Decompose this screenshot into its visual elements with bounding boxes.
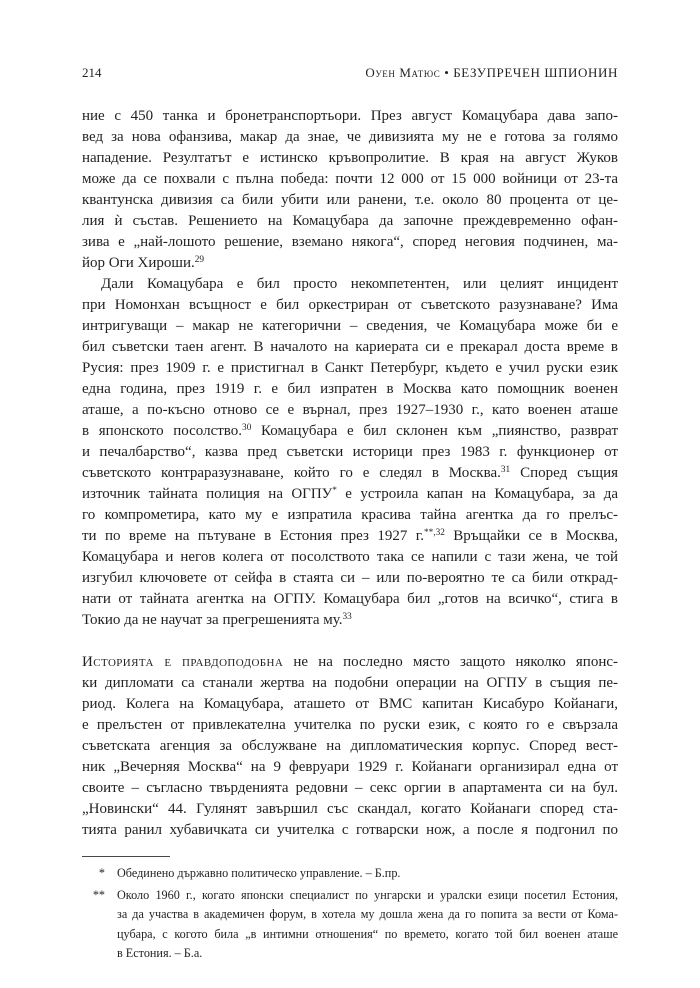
line-text: при Номонхан всъщност е бил оркестриран от съветското разузнаване? Има bbox=[82, 297, 618, 313]
page-number: 214 bbox=[82, 65, 102, 80]
footnote-line: цубара, с когото била „в интимни отношения“ по времето, когато той бил военен аташе bbox=[117, 926, 618, 941]
line-text: не на последно място защото няколко японс- bbox=[283, 654, 619, 670]
text-line bbox=[82, 505, 618, 526]
text-line bbox=[82, 211, 618, 232]
footnote bbox=[82, 864, 618, 884]
line-text: йор Оги Хироши. bbox=[82, 255, 195, 271]
text-line bbox=[82, 106, 618, 127]
section-lead-in: Историята е правдоподобна bbox=[82, 654, 284, 670]
line-text: тията ранил хубавичката си учителка с готварски нож, а после я подгонил по bbox=[82, 822, 618, 838]
line-text: една година, през 1919 г. е бил изпратен в Москва като помощник военен bbox=[82, 381, 618, 397]
text-line bbox=[82, 421, 618, 442]
text-line bbox=[82, 232, 618, 253]
line-text: интригуващи – макар не категорични – сведения, че Комацубара може би е bbox=[82, 318, 618, 334]
line-text: може да се похвали с пълна победа: почти 12 000 от 15 000 войници от 23-та bbox=[82, 171, 618, 187]
text-line bbox=[82, 190, 618, 211]
text-line bbox=[82, 568, 618, 589]
text-line bbox=[82, 295, 618, 316]
line-text: аташе, а по-късно отново се е върнал, през 1927–1930 г., като военен аташе bbox=[82, 402, 618, 418]
text-line bbox=[82, 400, 618, 421]
footnote-marker: ** bbox=[92, 887, 105, 902]
text-line bbox=[82, 610, 618, 631]
text-line bbox=[82, 379, 618, 400]
text-line bbox=[82, 820, 618, 841]
line-text: зива е „най-лошото решение, вземано някога“, според неговия подчинен, ма- bbox=[82, 234, 618, 250]
text-line bbox=[82, 652, 618, 673]
line-text: ки дипломати са станали жертва на подобни операции на ОГПУ в същия пе- bbox=[82, 675, 618, 691]
line-text: ник „Вечерняя Москва“ на 9 февруари 1929 г. Койанаги организирал една от bbox=[82, 759, 618, 775]
line-text: е прелъстен от привлекателна учителка по руски език, с която го е свързала bbox=[82, 717, 618, 733]
line-text: и печалбарство“, казва пред съветски историци през 1983 г. функционер от bbox=[82, 444, 618, 460]
line-text: е устроила капан на Комацубара, за да bbox=[336, 486, 618, 502]
line-text: ние с 450 танка и бронетранспортьори. През август Комацубара дава запо- bbox=[82, 108, 618, 124]
footnotes bbox=[82, 864, 618, 964]
line-text: Комацубара е бил склонен към „пиянство, разврат bbox=[251, 423, 618, 439]
paragraph bbox=[82, 274, 618, 631]
footnote-ref: 33 bbox=[342, 611, 352, 622]
line-text: своите – съгласно твърденията редовни – секс оргии в апартамента си на бул. bbox=[82, 780, 618, 796]
footnote-marker: * bbox=[98, 866, 105, 880]
text-line bbox=[82, 169, 618, 190]
line-text: Според същия bbox=[510, 465, 619, 481]
footnote-line: Около 1960 г., когато японски специалист по унгарски и уралски езици посетил Естония, bbox=[117, 887, 618, 902]
line-text: изгубил ключовете от сейфа в стаята си – или по-вероятно те са били открад- bbox=[82, 570, 618, 586]
footnote-line: Обединено държавно политическо управление. – Б.пр. bbox=[117, 866, 401, 880]
footnote-ref: 31 bbox=[500, 464, 511, 475]
text-line bbox=[82, 148, 618, 169]
line-text: го компрометира, като му е изпратила красива тайна агентка да го прелъс- bbox=[82, 507, 618, 523]
footnote-rule bbox=[82, 856, 170, 857]
text-line bbox=[82, 484, 618, 505]
line-text: бил съветски таен агент. В началото на кариерата си е прекарал доста време в bbox=[82, 339, 618, 355]
line-text: съветското контраразузнаване, който го е следял в Москва. bbox=[82, 465, 501, 481]
line-text: източник тайната полиция на ОГПУ bbox=[82, 486, 333, 502]
text-line bbox=[82, 127, 618, 148]
text-line bbox=[82, 463, 618, 484]
text-line bbox=[82, 589, 618, 610]
line-text: Токио да не научат за прегрешенията му. bbox=[82, 612, 343, 628]
text-line bbox=[82, 274, 618, 295]
line-text: съветската агенция за обслужване на дипломатическия корпус. Според вест- bbox=[82, 738, 618, 754]
line-text: Комацубара и негов колега от посолството така се напили с тази жена, че той bbox=[82, 549, 618, 565]
footnote-line: в Естония. – Б.а. bbox=[117, 946, 203, 960]
text-line bbox=[82, 715, 618, 736]
text-line bbox=[82, 337, 618, 358]
text-line bbox=[82, 736, 618, 757]
text-line bbox=[82, 547, 618, 568]
page-header bbox=[82, 64, 618, 82]
line-text: Връщайки се в Москва, bbox=[444, 528, 618, 544]
line-text: нати от тайната агентка на ОГПУ. Комацубара бил „готов на всичко“, стига в bbox=[82, 591, 618, 607]
text-line bbox=[82, 316, 618, 337]
footnote-line: за да участва в академичен форум, в хотела му дошла жена да го попита за вести от Кома- bbox=[117, 907, 618, 921]
line-text: нападение. Резултатът е истинско кръвопролитие. В края на август Жуков bbox=[82, 150, 618, 166]
text-line bbox=[82, 757, 618, 778]
text-line bbox=[82, 526, 618, 547]
line-text: квантунска дивизия са били убити или ранени, т.е. около 80 процента от це- bbox=[82, 192, 618, 208]
line-text: вед за нова офанзива, макар да знае, че дивизията му не е готова за голямо bbox=[82, 129, 618, 145]
line-text: в японското посолство. bbox=[82, 423, 243, 439]
footnote bbox=[82, 886, 618, 964]
footnote-ref: * bbox=[332, 485, 337, 496]
footnote-ref: **,32 bbox=[423, 527, 445, 538]
text-line bbox=[82, 799, 618, 820]
running-title: Оуен Матюс • БЕЗУПРЕЧЕН ШПИОНИН bbox=[365, 65, 618, 80]
text-line bbox=[82, 358, 618, 379]
text-line bbox=[82, 253, 618, 274]
line-text: Русия: през 1909 г. е пристигнал в Санкт Петербург, където е учил руски език bbox=[82, 360, 618, 376]
line-text: риод. Колега на Комацубара, аташето от ВМС капитан Кисабуро Койанаги, bbox=[82, 696, 618, 712]
paragraph bbox=[82, 106, 618, 274]
line-text: „Новински“ 44. Гулянят завършил със скандал, когато Койанаги според ста- bbox=[82, 801, 618, 817]
section-paragraph bbox=[82, 652, 618, 841]
body-text bbox=[82, 106, 618, 841]
text-line bbox=[82, 442, 618, 463]
line-text: ти по време на пътуване в Естония през 1927 г. bbox=[82, 528, 424, 544]
text-line bbox=[82, 778, 618, 799]
footnote-ref: 30 bbox=[242, 422, 252, 433]
footnote-ref: 29 bbox=[194, 254, 205, 265]
line-text: Дали Комацубара е бил просто некомпетентен, или целият инцидент bbox=[101, 276, 618, 292]
text-line bbox=[82, 673, 618, 694]
text-line bbox=[82, 694, 618, 715]
line-text: лия ѝ състав. Решението на Комацубара да започне преждевременно офан- bbox=[82, 213, 618, 229]
